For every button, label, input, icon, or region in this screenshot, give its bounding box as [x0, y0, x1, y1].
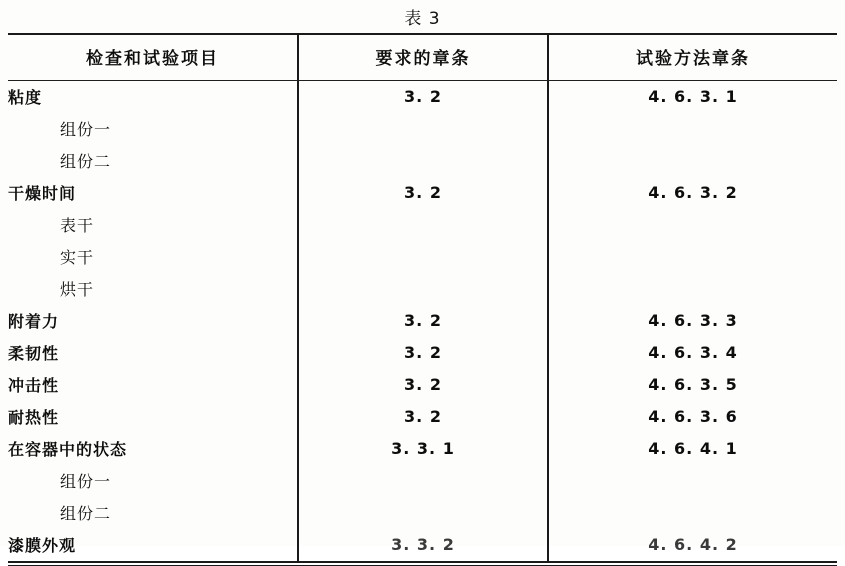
cell-method: 4. 6. 3. 4 [548, 337, 837, 369]
cell-item: 漆膜外观 [8, 536, 77, 555]
cell-requirement: 3. 3. 1 [298, 433, 548, 465]
table-bottom-rule [8, 561, 837, 563]
cell-item: 组份二 [60, 152, 112, 171]
table-row [8, 433, 837, 465]
cell-method [548, 497, 837, 529]
cell-requirement: 3. 2 [298, 337, 548, 369]
cell-method [548, 113, 837, 145]
cell-item: 粘度 [8, 88, 43, 107]
cell-method: 4. 6. 4. 2 [548, 529, 837, 561]
table-row [8, 81, 837, 113]
cell-item: 烘干 [60, 280, 95, 299]
cell-item: 冲击性 [8, 376, 60, 395]
cell-requirement [298, 497, 548, 529]
table-row [8, 337, 837, 369]
table-body [8, 81, 837, 561]
cell-method [548, 241, 837, 273]
cell-requirement: 3. 2 [298, 177, 548, 209]
column-header-requirement: 要求的章条 [298, 35, 548, 80]
spec-table-header [8, 35, 837, 80]
table-caption: 表 3 [404, 9, 441, 29]
cell-requirement [298, 113, 548, 145]
table-row [8, 145, 837, 177]
cell-item: 组份二 [60, 504, 112, 523]
cell-item: 实干 [60, 248, 95, 267]
cell-requirement: 3. 2 [298, 369, 548, 401]
cell-method: 4. 6. 3. 2 [548, 177, 837, 209]
cell-requirement [298, 241, 548, 273]
column-header-method: 试验方法章条 [548, 35, 837, 80]
cell-item: 柔韧性 [8, 344, 60, 363]
cell-method: 4. 6. 3. 3 [548, 305, 837, 337]
cell-requirement: 3. 2 [298, 81, 548, 113]
table-row [8, 369, 837, 401]
table-row [8, 113, 837, 145]
cell-item: 组份一 [60, 120, 112, 139]
cell-method [548, 465, 837, 497]
column-header-item: 检查和试验项目 [86, 49, 219, 69]
cell-requirement [298, 273, 548, 305]
table-row [8, 497, 837, 529]
cell-item: 附着力 [8, 312, 60, 331]
cell-method [548, 273, 837, 305]
cell-requirement [298, 209, 548, 241]
cell-method: 4. 6. 3. 5 [548, 369, 837, 401]
cell-item: 在容器中的状态 [8, 440, 128, 459]
cell-method: 4. 6. 3. 1 [548, 81, 837, 113]
table-row [8, 305, 837, 337]
cell-requirement: 3. 2 [298, 305, 548, 337]
table-header-row [8, 35, 837, 80]
table-row [8, 209, 837, 241]
spec-table-body [8, 81, 837, 561]
cell-item: 耐热性 [8, 408, 60, 427]
table-row [8, 241, 837, 273]
cell-item: 组份一 [60, 472, 112, 491]
table-row [8, 465, 837, 497]
cell-requirement [298, 145, 548, 177]
table-row [8, 401, 837, 433]
table-row [8, 177, 837, 209]
table-body-wrapper [0, 81, 845, 561]
cell-requirement [298, 465, 548, 497]
cell-item: 表干 [60, 216, 95, 235]
cell-requirement: 3. 2 [298, 401, 548, 433]
cell-method [548, 209, 837, 241]
cell-method: 4. 6. 3. 6 [548, 401, 837, 433]
cell-method: 4. 6. 4. 1 [548, 433, 837, 465]
table-row [8, 273, 837, 305]
cell-item: 干燥时间 [8, 184, 77, 203]
cell-method [548, 145, 837, 177]
table-row [8, 529, 837, 561]
cell-requirement: 3. 3. 2 [298, 529, 548, 561]
